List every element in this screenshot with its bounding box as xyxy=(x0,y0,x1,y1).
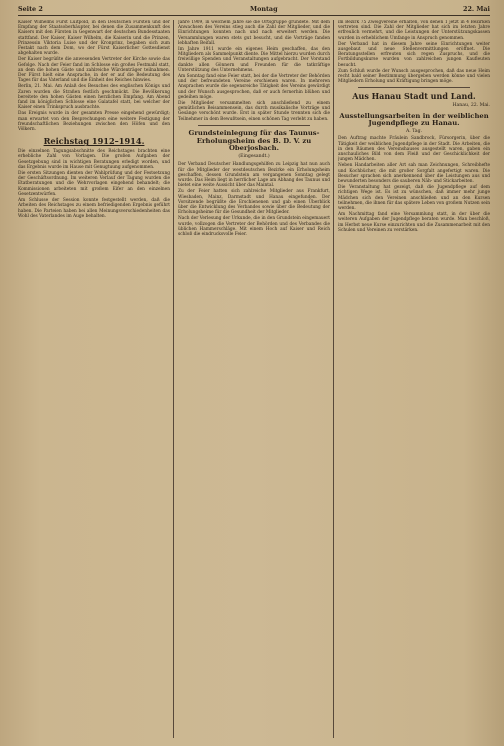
paragraph: Nach der Verlesung der Urkunde, die in den Grundstein eingemauert wurde, vollzogen die Vertreter der Behörden und des Verbandes die üblichen Hammerschläge. Mit einem Hoch auf Kaiser und Reich schloß die eindrucksvolle Feier. xyxy=(178,216,330,238)
paragraph: Am Sonntag fand eine Feier statt, bei der die Vertreter der Behörden und der befreundeten Vereine erschienen waren. In mehreren Ansprachen wurde die segensreiche Tätigkeit des Vereins gewürdigt und der Wunsch ausgesprochen, daß er auch fernerhin blühen und gedeihen möge. xyxy=(178,74,330,100)
header-rule xyxy=(18,15,490,16)
paragraph: Jahre 1909, in welchem Jahre sie die Ortsgruppe gründete. Mit dem Anwachsen des Vereins stieg auch die Zahl der Mitglieder, und die Einrichtungen konnten nach und nach erweitert werden. Die Versammlungen waren stets gut besucht, und die Vorträge fanden lebhaften Beifall. xyxy=(178,20,330,46)
date: 22. Mai xyxy=(463,5,490,13)
paragraph: Am Schlusse der Session konnte festgestellt werden, daß die Arbeiten des Reichstages zu einem befriedigenden Ergebnis geführt haben. Die Parteien haben bei allen Meinungsverschiedenheiten das Wohl des Vaterlandes im Auge behalten. xyxy=(18,198,170,219)
paragraph: Am Nachmittag fand eine Versammlung statt, in der über die weiteren Aufgaben der Jugendpflege beraten wurde. Man beschloß, im Herbst neue Kurse einzurichten und die Zusammenarbeit mit den Schulen und Vereinen zu verstärken. xyxy=(338,212,490,233)
paragraph: Zum Schluß wurde der Wunsch ausgesprochen, daß das neue Heim recht bald seiner Bestimmung übergeben werden könne und vielen Mitgliedern Erholung und Kräftigung bringen möge. xyxy=(338,68,490,85)
paragraph: Der Verband Deutscher Handlungsgehilfen zu Leipzig hat nun auch für die Mitglieder der westdeutschen Bezirke ein Erholungsheim geschaffen, dessen Grundstein am vergangenen Sonntag gelegt wurde. Das Heim liegt in herrlicher Lage am Abhang des Taunus und bietet eine weite Aussicht über das Maintal. xyxy=(178,162,330,189)
column-3 xyxy=(338,20,490,738)
paragraph: Den Auftrag machte Fräulein Sandbrock, Fürsorgerin, über die Tätigkeit der weiblichen Jugendpflege in der Stadt. Die Arbeiten, die in den Räumen des Vereinshauses ausgestellt waren, gaben ein anschauliches Bild von dem Fleiß und der Geschicklichkeit der jungen Mädchen. xyxy=(338,136,490,163)
article-separator xyxy=(358,87,470,88)
local-article-author: A. Tag. xyxy=(405,129,423,135)
local-article-title: Ausstellungsarbeiten in der weiblichen Jugendpflege zu Hanau. xyxy=(339,111,489,128)
paragraph: Die ersten Sitzungen dienten der Wahlprüfung und der Festsetzung der Geschäftsordnung. Im weiteren Verlauf der Tagung wurden die Etatberatungen und die Wehrvorlagen eingehend behandelt; die Kommissionen arbeiteten mit großem Eifer an den einzelnen Gesetzentwürfen. xyxy=(18,171,170,197)
paragraph: im Bezirk 75 Zweigvereine erhalten, von denen 1 jetzt in 4 Bezirken vertreten sind. Die Zahl der Mitglieder hat sich im letzten Jahre erfreulich vermehrt, und die Leistungen der Unterstützungskassen wurden in erheblichem Umfange in Anspruch genommen. xyxy=(338,20,490,41)
section-title: Reichstag 1912–1914. xyxy=(43,136,145,147)
column-2 xyxy=(178,20,330,738)
column-divider xyxy=(333,20,334,738)
article-subtitle: (Eingesandt.) xyxy=(238,154,270,160)
paragraph: Zu der Feier hatten sich zahlreiche Mitglieder aus Frankfurt, Wiesbaden, Mainz, Darmstadt und Hanau eingefunden. Der Vorsitzende begrüßte die Erschienenen und gab einen Überblick über die Entwicklung des Verbandes sowie über die Bedeutung der Erholungsheime für die Gesundheit der Mitglieder. xyxy=(178,189,330,216)
paragraph: Kaiser Wilhelms Fürst Luitpold, in den Deutschen Fürsten und der Empfang der Staatsoberhäupter, bei denen die Zusammenkunft des Kaisers mit den Fürsten in Gegenwart der deutschen Bundesstaaten stattfand. Der Kaiser, Kaiser Wilhelm, die Kaiserin und die Prinzen, Prinzessin Viktoria Luise und der Kronprinz, begaben sich zum Festakt nach dem Dom, wo der Fürst Kaiserlicher Gottesdienst abgehalten wurde. xyxy=(18,20,170,57)
paragraph: Die einzelnen Tagungsabschnitte des Reichstages brachten eine erhebliche Zahl von Vorlagen. Die großen Aufgaben der Gesetzgebung sind in wichtigen Beratungen erledigt worden, und das Ergebnis wurde im Hause mit Genugtuung aufgenommen. xyxy=(18,149,170,170)
paragraph: Im Jahre 1911 wurde ein eigenes Heim geschaffen, das den Mitgliedern als Sammelpunkt diente. Die Mittel hierzu wurden durch freiwillige Spenden und Veranstaltungen aufgebracht. Der Vorstand dankte allen Gönnern und Freunden für die tatkräftige Unterstützung des Unternehmens. xyxy=(178,47,330,73)
article-separator xyxy=(198,125,310,126)
paragraph: Die Veranstaltung hat gezeigt, daß die Jugendpflege auf dem richtigen Wege ist. Es ist zu wünschen, daß immer mehr junge Mädchen sich den Vereinen anschließen und an den Kursen teilnehmen, die ihnen für das spätere Leben von großem Nutzen sein werden. xyxy=(338,185,490,212)
paragraph: Die Mitglieder versammelten sich anschließend zu einem gemütlichen Beisammensein, das durch musikalische Vorträge und Gesänge verschönt wurde. Erst in später Stunde trennten sich die Teilnehmer in dem Bewußtsein, einen schönen Tag verlebt zu haben. xyxy=(178,101,330,122)
weekday: Montag xyxy=(250,5,278,13)
column-1 xyxy=(18,20,170,738)
local-news-title: Aus Hanau Stadt und Land. xyxy=(352,91,476,102)
paragraph: Der Verband hat in diesem Jahre seine Einrichtungen weiter ausgebaut und neue Stellenvermittlungen eröffnet. Die Beratungsstellen erfreuten sich regen Zuspruchs, und die Fortbildungskurse wurden von zahlreichen jungen Kaufleuten besucht. xyxy=(338,41,490,68)
paragraph: Das Ereignis wurde in der gesamten Presse eingehend gewürdigt; man erwartet von den Besprechungen eine weitere Festigung der freundschaftlichen Beziehungen zwischen den Höfen und den Völkern. xyxy=(18,111,170,133)
paragraph: Berlin, 21. Mai. Am Anlaß des Besuches des englischen Königs und Zaren wurden die Straßen festlich geschmückt. Die Bevölkerung bereitete den hohen Gästen einen herzlichen Empfang. Am Abend fand im königlichen Schlosse eine Galatafel statt, bei welcher der Kaiser einen Trinkspruch ausbrachte. xyxy=(18,84,170,111)
page-number: Seite 2 xyxy=(18,5,43,13)
local-news-dateline: Hanau, 22. Mai. xyxy=(452,103,490,109)
column-divider xyxy=(173,20,174,738)
article-title: Grundsteinlegung für das Taunus-Erholungsheim des B. D. V. zu Oberjosbach. xyxy=(188,128,320,153)
paragraph: Neben Handarbeiten aller Art sah man Zeichnungen, Schreibhefte und Kochbücher, die mit großer Sorgfalt angefertigt waren. Die Besucher sprachen sich anerkennend über die Leistungen aus und bewunderten besonders die sauberen Näh- und Stickarbeiten. xyxy=(338,163,490,185)
paragraph: Der Kaiser begrüßte die anwesenden Vertreter der Kirche sowie das Gefolge. Nach der Feier fand im Schlosse ein großes Festmahl statt, an dem die hohen Gäste und zahlreiche Würdenträger teilnahmen. Der Fürst hielt eine Ansprache, in der er auf die Bedeutung des Tages für das Vaterland und die Einheit des Reiches hinwies. xyxy=(18,57,170,84)
